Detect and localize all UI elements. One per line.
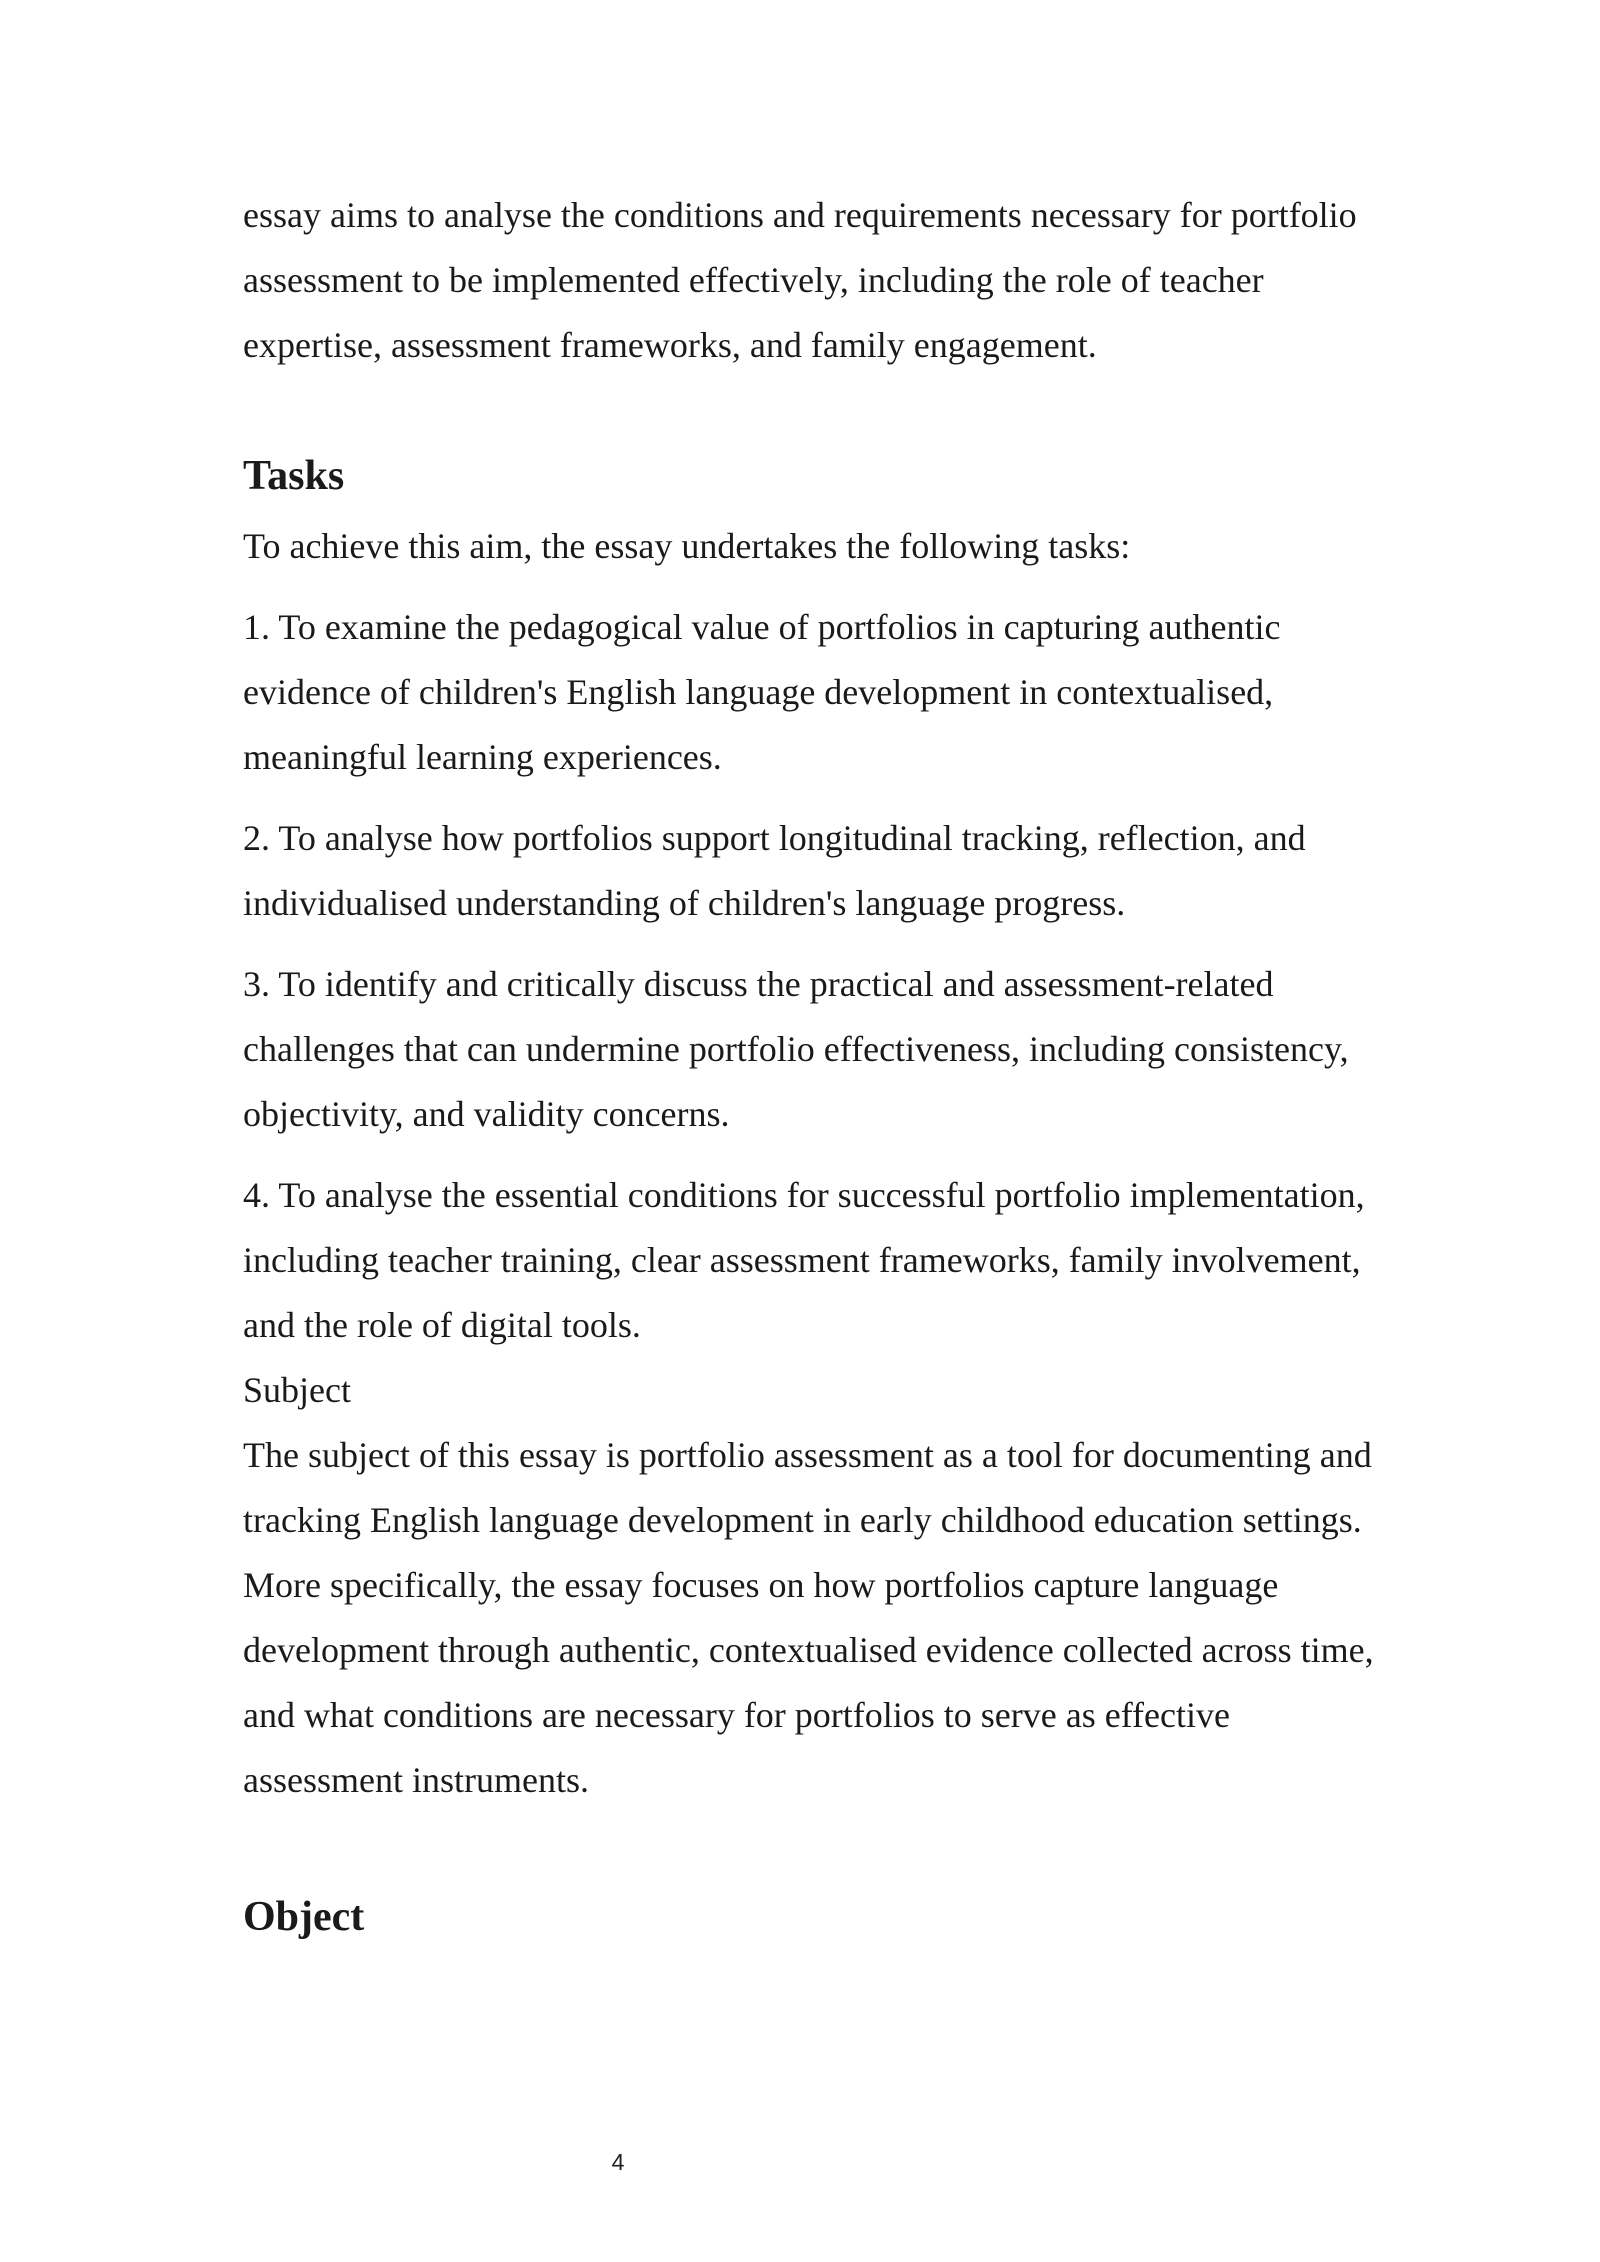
subject-label: Subject (243, 1370, 351, 1410)
tasks-intro: To achieve this aim, the essay undertakes the following tasks: (243, 526, 1131, 566)
page-number: 4 (611, 2149, 625, 2175)
task-item-2: 2. To analyse how portfolios support longitudinal tracking, reflection, and individualised understanding of children's language progress. (243, 818, 1306, 923)
intro-paragraph: essay aims to analyse the conditions and requirements necessary for portfolio assessment to be implemented effectively, including the role of teacher expertise, assessment frameworks, and family engagement. (243, 195, 1357, 365)
tasks-heading: Tasks (243, 453, 345, 499)
task-item-1: 1. To examine the pedagogical value of portfolios in capturing authentic evidence of children's English language development in contextualised, meaningful learning experiences. (243, 607, 1281, 777)
task-item-4: 4. To analyse the essential conditions for successful portfolio implementation, including teacher training, clear assessment frameworks, family involvement, and the role of digital tools. (243, 1175, 1365, 1345)
task-item-3: 3. To identify and critically discuss the practical and assessment-related challenges that can undermine portfolio effectiveness, including consistency, objectivity, and validity concerns. (243, 964, 1349, 1134)
object-heading: Object (243, 1894, 365, 1940)
page-content (243, 183, 1383, 1945)
subject-paragraph: The subject of this essay is portfolio assessment as a tool for documenting and tracking English language development in early childhood education settings. More specifically, the essay focuses on how portfolios capture language development through authentic, contextualised evidence collected across time, and what conditions are necessary for portfolios to serve as effective assessment instruments. (243, 1435, 1374, 1800)
